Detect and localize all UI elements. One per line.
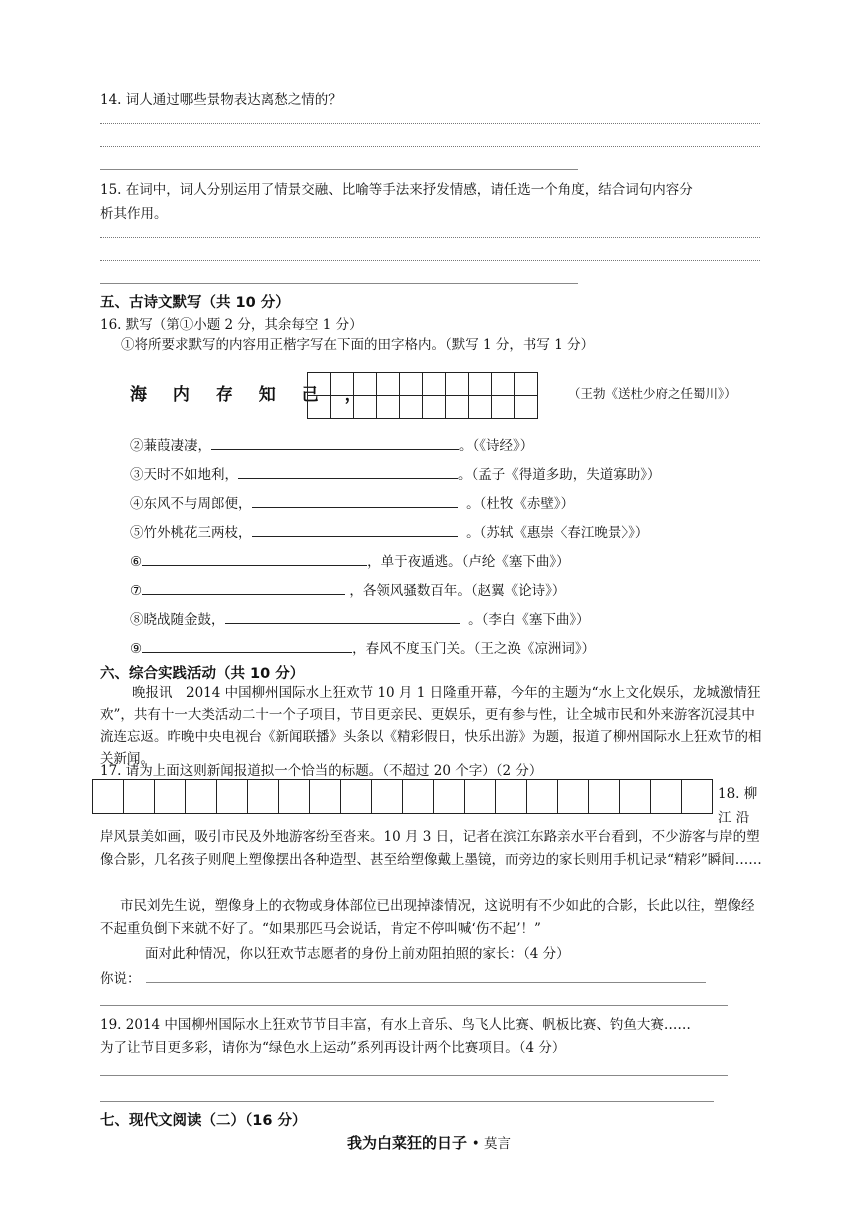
news-paragraph: 晚报讯 2014 中国柳州国际水上狂欢节 10 月 1 日隆重开幕，今年的主题为“水上文化娱乐，龙城激情狂欢”，共有十一大类活动二十一个子项目，节目更亲民、更娱乐，更有参与性，让全城市民和外来游客沉浸其中流连忘返。昨晚中央电视台《新闻联播》头条以《精彩假日，快乐出游》为题，报道了柳州国际水上狂欢节的相关新闻。 (100, 685, 762, 767)
poem-source: （王勃《送杜少府之任蜀川》） (568, 386, 737, 401)
question-14: 14. 词人通过哪些景物表达离愁之情的？ (100, 92, 342, 108)
section-5-title: 五、古诗文默写（共 10 分） (100, 295, 290, 311)
recite-item-5: ⑤竹外桃花三两枝， 。（苏轼《惠崇〈春江晚景〉》） (130, 521, 648, 541)
recite-item-4: ④东风不与周郎便， 。（杜牧《赤壁》） (130, 492, 574, 512)
poem-line-hai-nei: 海 内 存 知 己 ， (130, 385, 372, 405)
question-18-start-2: 江 沿 (718, 810, 750, 826)
question-15-line1: 15. 在词中，词人分别运用了情景交融、比喻等手法来抒发情感，请任选一个角度，结合词句内容分 (100, 182, 693, 198)
recite-item-6: ⑥ ，单于夜遁逃。（卢纶《塞下曲》） (130, 550, 570, 570)
fill-blank[interactable] (252, 522, 458, 537)
fill-blank[interactable] (211, 435, 459, 450)
answer-line (100, 146, 760, 147)
question-19-line2: 为了让节目更多彩，请你为“绿色水上运动”系列再设计两个比赛项目。（4 分） (100, 1040, 566, 1056)
recite-item-2: ②蒹葭凄凄， 。（《诗经》） (130, 434, 533, 454)
recite-item-7: ⑦ ，各领风骚数百年。（赵翼《论诗》） (130, 579, 565, 599)
tianzi-grid (307, 372, 538, 419)
recite-item-9: ⑨ ，春风不度玉门关。（王之涣《凉洲词》） (130, 637, 595, 657)
recite-item-8: ⑧晓战随金鼓， 。（李白《塞下曲》） (130, 608, 590, 628)
question-17: 17. 请为上面这则新闻报道拟一个恰当的标题。（不超过 20 个字）（2 分） (100, 763, 543, 779)
answer-line[interactable] (100, 1005, 728, 1006)
article-heading (347, 1132, 511, 1153)
question-16-header: 16. 默写（第①小题 2 分，其余每空 1 分） (100, 317, 363, 333)
fill-blank[interactable] (225, 609, 460, 624)
section-6-title: 六、综合实践活动（共 10 分） (100, 666, 305, 682)
answer-line (100, 123, 760, 124)
answer-line[interactable] (146, 982, 706, 983)
fill-blank[interactable] (142, 551, 367, 566)
fill-blank[interactable] (142, 580, 345, 595)
article-title: 我为白菜狂的日子 (347, 1134, 468, 1152)
fill-blank[interactable] (238, 464, 458, 479)
answer-line[interactable] (100, 1101, 714, 1102)
question-19-line1: 19. 2014 中国柳州国际水上狂欢节节目丰富，有水上音乐、鸟飞人比赛、帆板比赛、钓鱼大赛…… (100, 1017, 691, 1033)
question-18-paragraph-1: 岸风景美如画，吸引市民及外地游客纷至沓来。10 月 3 日，记者在滨江东路亲水平台看到，不少游客与岸的塑像合影，几名孩子则爬上塑像摆出各种造型、甚至给塑像戴上墨镜，而旁边的家长则用手机记录“精彩”瞬间…… (100, 829, 762, 868)
answer-line (100, 283, 578, 284)
recite-item-3: ③天时不如地利， 。（孟子《得道多助，失道寡助》） (130, 463, 661, 483)
question-18-prompt: 面对此种情况，你以狂欢节志愿者的身份上前劝阻拍照的家长：（4 分） (145, 946, 570, 962)
you-say-label: 你说： (100, 971, 141, 987)
fill-blank[interactable] (252, 493, 458, 508)
section-7-title: 七、现代文阅读（二）（16 分） (100, 1113, 307, 1129)
answer-line (100, 169, 578, 170)
answer-line (100, 260, 760, 261)
question-15-line2: 析其作用。 (100, 206, 168, 222)
title-answer-grid[interactable] (92, 779, 713, 814)
fill-blank[interactable] (142, 638, 352, 653)
question-16-instruction: ①将所要求默写的内容用正楷字写在下面的田字格内。（默写 1 分，书写 1 分） (121, 337, 595, 353)
question-18-paragraph-2: 市民刘先生说，塑像身上的衣物或身体部位已出现掉漆情况，这说明有不少如此的合影，长此以往，塑像经不起重负倒下来就不好了。“如果那匹马会说话，肯定不停叫喊‘伤不起’！” (100, 898, 755, 937)
answer-line (100, 237, 760, 238)
answer-line[interactable] (100, 1075, 728, 1076)
article-author: • 莫言 (471, 1136, 512, 1152)
question-18-start-1: 18. 柳 (718, 786, 758, 802)
